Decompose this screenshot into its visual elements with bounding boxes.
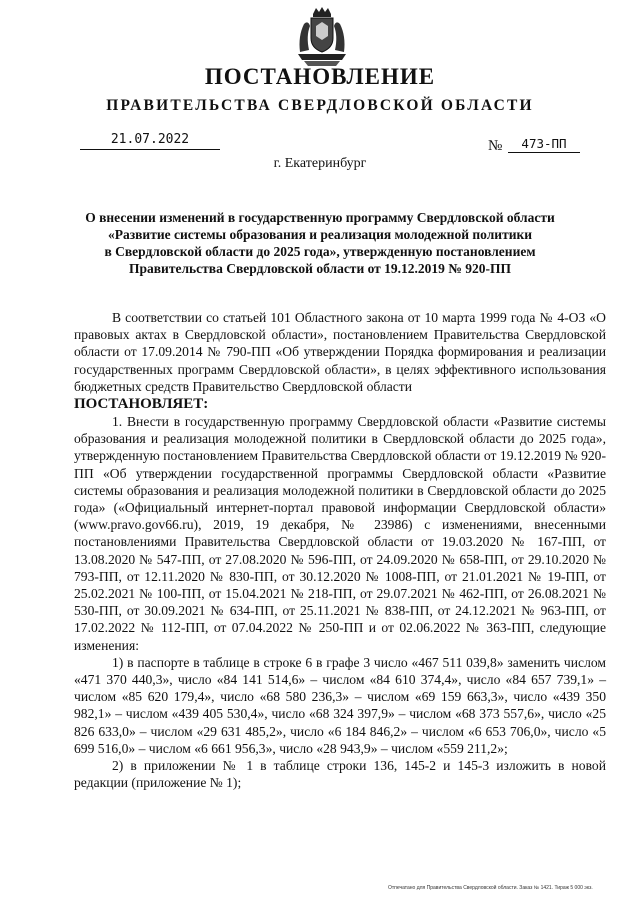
heading-line: Правительства Свердловской области от 19.12.2019 № 920-ПП: [129, 261, 511, 276]
decree-number: 473-ПП: [508, 136, 580, 153]
print-footer: Отпечатано для Правительства Свердловской области. Заказ № 1421. Тираж 5 000 экз.: [388, 885, 593, 891]
decree-body: [74, 309, 606, 791]
decree-verb: ПОСТАНОВЛЯЕТ:: [74, 396, 209, 413]
decree-heading: [60, 209, 580, 277]
number-label: №: [488, 138, 503, 154]
coat-of-arms-emblem: [294, 6, 350, 68]
heading-line: О внесении изменений в государственную программу Свердловской области: [85, 210, 555, 225]
heading-line: «Развитие системы образования и реализация молодежной политики: [107, 227, 533, 242]
subitem-1-paragraph: 1) в паспорте в таблице в строке 6 в графе 3 число «467 511 039,8» заменить числом «471 370 440,3», число «84 141 514,6» – числом «84 610 374,4», число «84 657 739,1» – числом «85 620 179,4», число «68 580 236,3» – числом «69 159 663,3», число «439 350 982,1» – числом «439 405 530,4», число «68 324 397,9» – числом «68 373 557,6», число «25 826 633,0» – числом «29 631 485,2», число «6 184 846,2» – числом «6 653 706,0», число «5 699 516,0» – числом «6 661 956,3», число «28 943,9» – числом «559 211,2»;: [74, 654, 606, 756]
heading-line: в Свердловской области до 2025 года», утвержденную постановлением: [104, 244, 536, 259]
item-1-paragraph: 1. Внести в государственную программу Свердловской области «Развитие системы образования и реализация молодежной политики в Свердловской области до 2025 года», утвержденную постановлением Правительства Свердловской области от 19.12.2019 № 920-ПП «Об утверждении государственной программы Свердловской области «Развитие системы образования и реализация молодежной политики в Свердловской области до 2025 года» («Официальный интернет-портал правовой информации Свердловской области» (www.pravo.gov66.ru), 2019, 19 декабря, № 23986) с изменениями, внесенными постановлениями Правительства Свердловской области от 19.03.2020 № 167-ПП, от 13.08.2020 № 547-ПП, от 27.08.2020 № 596-ПП, от 24.09.2020 № 658-ПП, от 29.10.2020 № 793-ПП, от 12.11.2020 № 830-ПП, от 30.12.2020 № 1008-ПП, от 21.01.2021 № 19-ПП, от 25.02.2021 № 100-ПП, от 15.04.2021 № 218-ПП, от 29.07.2021 № 462-ПП, от 26.08.2021 № 530-ПП, от 30.09.2021 № 634-ПП, от 25.11.2021 № 838-ПП, от 24.12.2021 № 963-ПП, от 17.02.2022 № 112-ПП, от 07.04.2022 № 250-ПП и от 02.06.2022 № 363-ПП, следующие изменения:: [74, 414, 606, 653]
decree-date: 21.07.2022: [80, 132, 220, 150]
preamble-paragraph: В соответствии со статьей 101 Областного закона от 10 марта 1999 года № 4-ОЗ «О правовых актах в Свердловской области», постановлением Правительства Свердловской области от 17.09.2014 № 790-ПП «Об утверждении Порядка формирования и реализации государственных программ Свердловской области», в целях эффективного использования бюджетных средств Правительство Свердловской области: [74, 310, 606, 394]
subitem-2-paragraph: 2) в приложении № 1 в таблице строки 136, 145-2 и 145-3 изложить в новой редакции (приложение № 1);: [74, 758, 606, 791]
city-line: г. Екатеринбург: [273, 156, 367, 171]
document-title: ПОСТАНОВЛЕНИЕ: [204, 64, 436, 89]
document-subtitle: ПРАВИТЕЛЬСТВА СВЕРДЛОВСКОЙ ОБЛАСТИ: [106, 97, 534, 114]
